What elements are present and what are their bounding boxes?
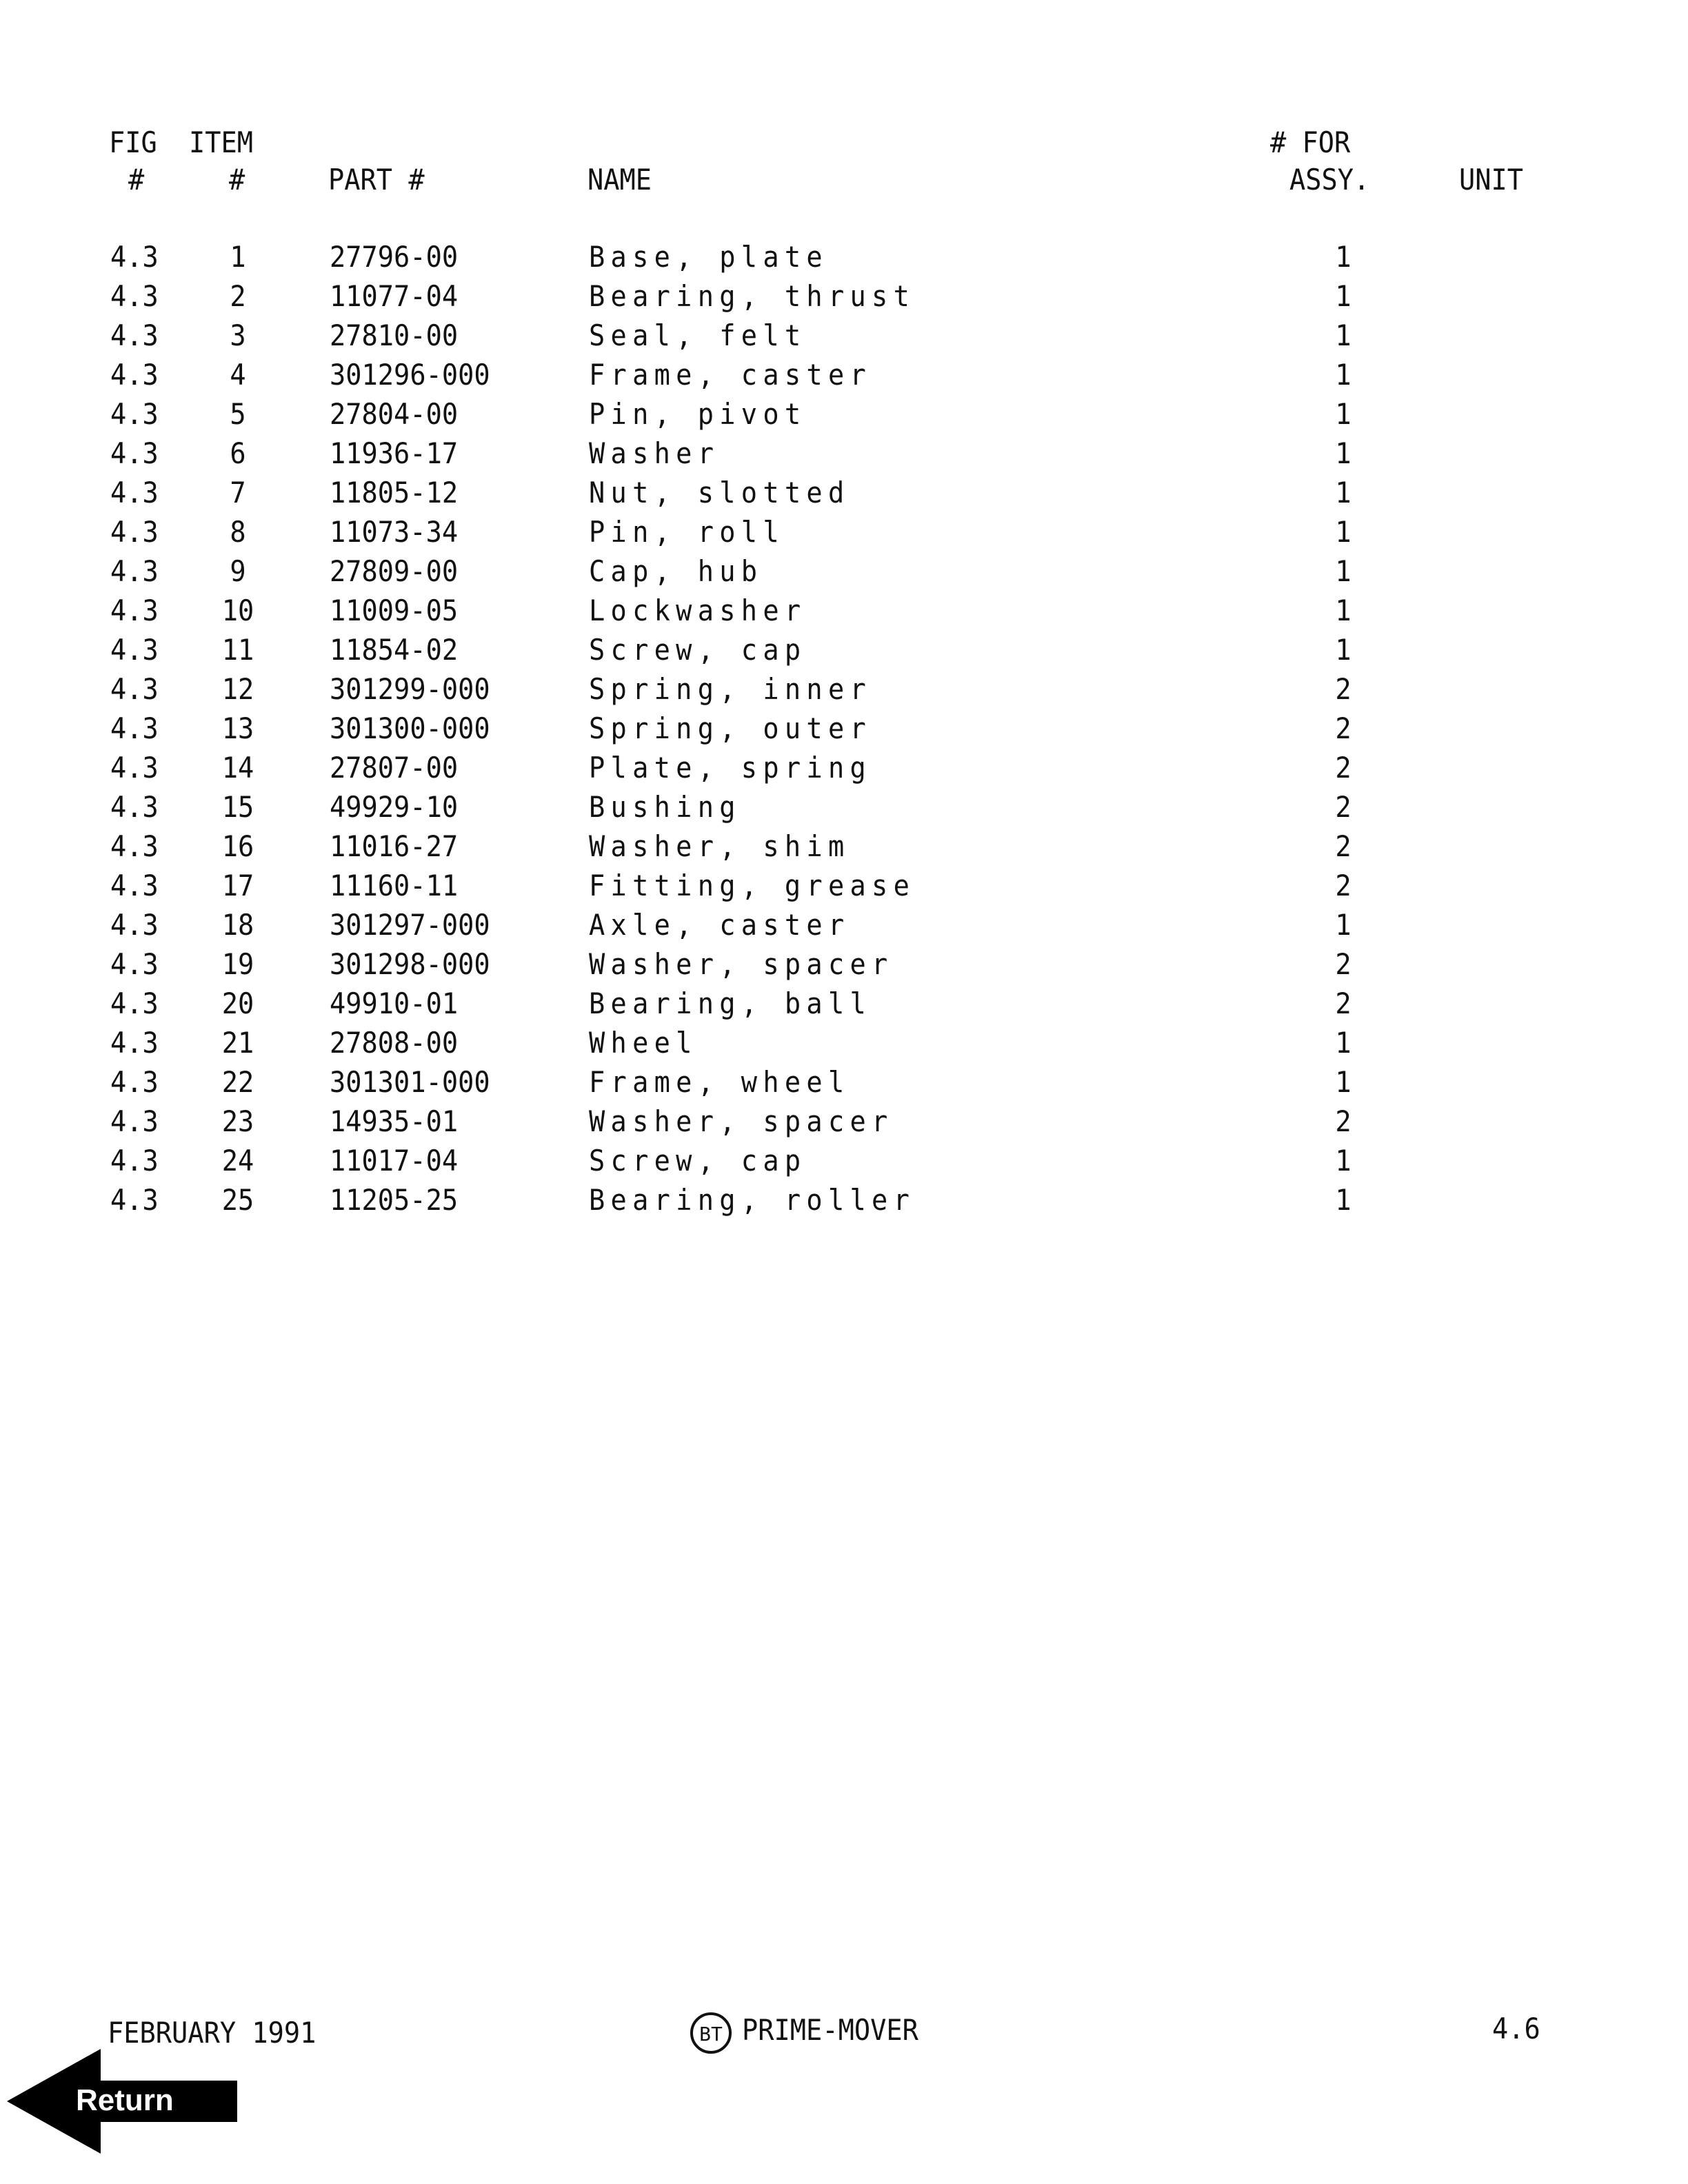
- part-number-cell: 27810-00: [330, 318, 459, 352]
- name-cell: Washer, spacer: [589, 947, 894, 981]
- qty-cell: 2: [1335, 829, 1352, 863]
- qty-cell: 2: [1335, 751, 1352, 785]
- part-number-cell: 11936-17: [330, 436, 459, 470]
- header-part: PART #: [328, 163, 425, 196]
- qty-cell: 1: [1335, 1065, 1352, 1099]
- part-number-cell: 49929-10: [330, 790, 459, 824]
- table-row: [0, 711, 1688, 754]
- table-row: [0, 436, 1688, 478]
- name-cell: Bearing, ball: [589, 987, 872, 1020]
- item-cell: 11: [221, 633, 254, 667]
- fig-cell: 4.3: [110, 751, 159, 785]
- fig-cell: 4.3: [110, 397, 159, 431]
- item-cell: 5: [230, 397, 246, 431]
- item-cell: 19: [221, 947, 254, 981]
- qty-cell: 1: [1335, 554, 1352, 588]
- name-cell: Bearing, roller: [589, 1183, 916, 1217]
- table-row: [0, 318, 1688, 361]
- fig-cell: 4.3: [110, 1026, 159, 1060]
- name-cell: Axle, caster: [589, 908, 850, 942]
- header-for: # FOR: [1270, 125, 1351, 159]
- header-fig-hash: #: [128, 163, 145, 196]
- header-unit: UNIT: [1459, 163, 1524, 196]
- fig-cell: 4.3: [110, 1065, 159, 1099]
- page-number: 4.6: [1492, 2012, 1540, 2045]
- fig-cell: 4.3: [110, 790, 159, 824]
- qty-cell: 2: [1335, 672, 1352, 706]
- part-number-cell: 27809-00: [330, 554, 459, 588]
- item-cell: 10: [221, 594, 254, 627]
- table-row: [0, 672, 1688, 714]
- table-row: [0, 1104, 1688, 1146]
- item-cell: 8: [230, 515, 246, 549]
- part-number-cell: 11009-05: [330, 594, 459, 627]
- item-cell: 2: [230, 279, 246, 313]
- item-cell: 9: [230, 554, 246, 588]
- part-number-cell: 301301-000: [330, 1065, 490, 1099]
- fig-cell: 4.3: [110, 908, 159, 942]
- item-cell: 24: [221, 1144, 254, 1177]
- header-name: NAME: [587, 163, 652, 196]
- bt-logo-icon: [690, 2012, 732, 2054]
- table-row: [0, 908, 1688, 950]
- part-number-cell: 11016-27: [330, 829, 459, 863]
- qty-cell: 1: [1335, 476, 1352, 509]
- part-number-cell: 11017-04: [330, 1144, 459, 1177]
- table-row: [0, 989, 1688, 1029]
- fig-cell: 4.3: [110, 711, 159, 745]
- svg-text:BT: BT: [699, 2023, 723, 2045]
- name-cell: Wheel: [589, 1026, 698, 1060]
- footer-brand: PRIME-MOVER: [742, 2013, 918, 2047]
- fig-cell: 4.3: [110, 318, 159, 352]
- table-row: [0, 358, 1688, 400]
- item-cell: 13: [221, 711, 254, 745]
- part-number-cell: 301298-000: [330, 947, 490, 981]
- name-cell: Pin, pivot: [589, 397, 807, 431]
- item-cell: 15: [221, 790, 254, 824]
- fig-cell: 4.3: [110, 240, 159, 274]
- return-button[interactable]: [7, 2049, 241, 2154]
- table-row: [0, 554, 1688, 596]
- part-number-cell: 49910-01: [330, 987, 459, 1020]
- table-row: [0, 871, 1688, 911]
- name-cell: Washer, spacer: [589, 1104, 894, 1138]
- qty-cell: 1: [1335, 358, 1352, 392]
- fig-cell: 4.3: [110, 1144, 159, 1177]
- fig-cell: 4.3: [110, 829, 159, 863]
- part-number-cell: 301296-000: [330, 358, 490, 392]
- fig-cell: 4.3: [110, 554, 159, 588]
- name-cell: Spring, inner: [589, 672, 872, 706]
- qty-cell: 1: [1335, 318, 1352, 352]
- item-cell: 22: [221, 1065, 254, 1099]
- item-cell: 17: [221, 869, 254, 902]
- name-cell: Cap, hub: [589, 554, 763, 588]
- part-number-cell: 27804-00: [330, 397, 459, 431]
- table-row: [0, 1146, 1688, 1186]
- qty-cell: 1: [1335, 436, 1352, 470]
- table-row: [0, 790, 1688, 832]
- header-fig: FIG: [109, 125, 157, 159]
- table-row: [0, 1183, 1688, 1225]
- part-number-cell: 301297-000: [330, 908, 490, 942]
- item-cell: 18: [221, 908, 254, 942]
- item-cell: 12: [221, 672, 254, 706]
- fig-cell: 4.3: [110, 947, 159, 981]
- qty-cell: 2: [1335, 947, 1352, 981]
- table-row: [0, 478, 1688, 518]
- name-cell: Screw, cap: [589, 633, 807, 667]
- fig-cell: 4.3: [110, 633, 159, 667]
- qty-cell: 1: [1335, 279, 1352, 313]
- name-cell: Frame, caster: [589, 358, 872, 392]
- table-row: [0, 240, 1688, 282]
- fig-cell: 4.3: [110, 672, 159, 706]
- item-cell: 14: [221, 751, 254, 785]
- fig-cell: 4.3: [110, 279, 159, 313]
- name-cell: Nut, slotted: [589, 476, 850, 509]
- item-cell: 25: [221, 1183, 254, 1217]
- item-cell: 21: [221, 1026, 254, 1060]
- qty-cell: 1: [1335, 240, 1352, 274]
- part-number-cell: 301299-000: [330, 672, 490, 706]
- name-cell: Pin, roll: [589, 515, 785, 549]
- qty-cell: 1: [1335, 1144, 1352, 1177]
- table-row: [0, 829, 1688, 871]
- footer-date: FEBRUARY 1991: [108, 2016, 316, 2050]
- name-cell: Base, plate: [589, 240, 828, 274]
- header-item-hash: #: [229, 163, 245, 196]
- fig-cell: 4.3: [110, 869, 159, 902]
- fig-cell: 4.3: [110, 436, 159, 470]
- item-cell: 6: [230, 436, 246, 470]
- part-number-cell: 11160-11: [330, 869, 459, 902]
- qty-cell: 2: [1335, 987, 1352, 1020]
- name-cell: Lockwasher: [589, 594, 807, 627]
- fig-cell: 4.3: [110, 476, 159, 509]
- return-label: Return: [76, 2083, 174, 2117]
- qty-cell: 2: [1335, 790, 1352, 824]
- header-item: ITEM: [189, 125, 254, 159]
- part-number-cell: 27807-00: [330, 751, 459, 785]
- table-row: [0, 397, 1688, 439]
- fig-cell: 4.3: [110, 1183, 159, 1217]
- qty-cell: 1: [1335, 397, 1352, 431]
- table-row: [0, 947, 1688, 989]
- item-cell: 16: [221, 829, 254, 863]
- part-number-cell: 11205-25: [330, 1183, 459, 1217]
- name-cell: Screw, cap: [589, 1144, 807, 1177]
- name-cell: Plate, spring: [589, 751, 872, 785]
- part-number-cell: 14935-01: [330, 1104, 459, 1138]
- fig-cell: 4.3: [110, 594, 159, 627]
- item-cell: 20: [221, 987, 254, 1020]
- name-cell: Seal, felt: [589, 318, 807, 352]
- qty-cell: 2: [1335, 711, 1352, 745]
- table-row: [0, 596, 1688, 636]
- qty-cell: 1: [1335, 908, 1352, 942]
- part-number-cell: 27808-00: [330, 1026, 459, 1060]
- part-number-cell: 11854-02: [330, 633, 459, 667]
- qty-cell: 2: [1335, 869, 1352, 902]
- name-cell: Fitting, grease: [589, 869, 916, 902]
- fig-cell: 4.3: [110, 358, 159, 392]
- qty-cell: 1: [1335, 1183, 1352, 1217]
- item-cell: 4: [230, 358, 246, 392]
- table-row: [0, 1026, 1688, 1068]
- name-cell: Bushing: [589, 790, 741, 824]
- qty-cell: 2: [1335, 1104, 1352, 1138]
- part-number-cell: 11073-34: [330, 515, 459, 549]
- qty-cell: 1: [1335, 1026, 1352, 1060]
- part-number-cell: 27796-00: [330, 240, 459, 274]
- item-cell: 1: [230, 240, 246, 274]
- table-row: [0, 515, 1688, 557]
- table-row: [0, 633, 1688, 675]
- part-number-cell: 11077-04: [330, 279, 459, 313]
- item-cell: 7: [230, 476, 246, 509]
- fig-cell: 4.3: [110, 987, 159, 1020]
- part-number-cell: 11805-12: [330, 476, 459, 509]
- qty-cell: 1: [1335, 633, 1352, 667]
- part-number-cell: 301300-000: [330, 711, 490, 745]
- name-cell: Washer: [589, 436, 720, 470]
- name-cell: Spring, outer: [589, 711, 872, 745]
- name-cell: Bearing, thrust: [589, 279, 916, 313]
- table-row: [0, 279, 1688, 321]
- item-cell: 3: [230, 318, 246, 352]
- fig-cell: 4.3: [110, 515, 159, 549]
- table-row: [0, 1065, 1688, 1107]
- item-cell: 23: [221, 1104, 254, 1138]
- name-cell: Washer, shim: [589, 829, 850, 863]
- fig-cell: 4.3: [110, 1104, 159, 1138]
- table-row: [0, 751, 1688, 793]
- name-cell: Frame, wheel: [589, 1065, 850, 1099]
- qty-cell: 1: [1335, 594, 1352, 627]
- header-assy: ASSY.: [1289, 163, 1370, 196]
- qty-cell: 1: [1335, 515, 1352, 549]
